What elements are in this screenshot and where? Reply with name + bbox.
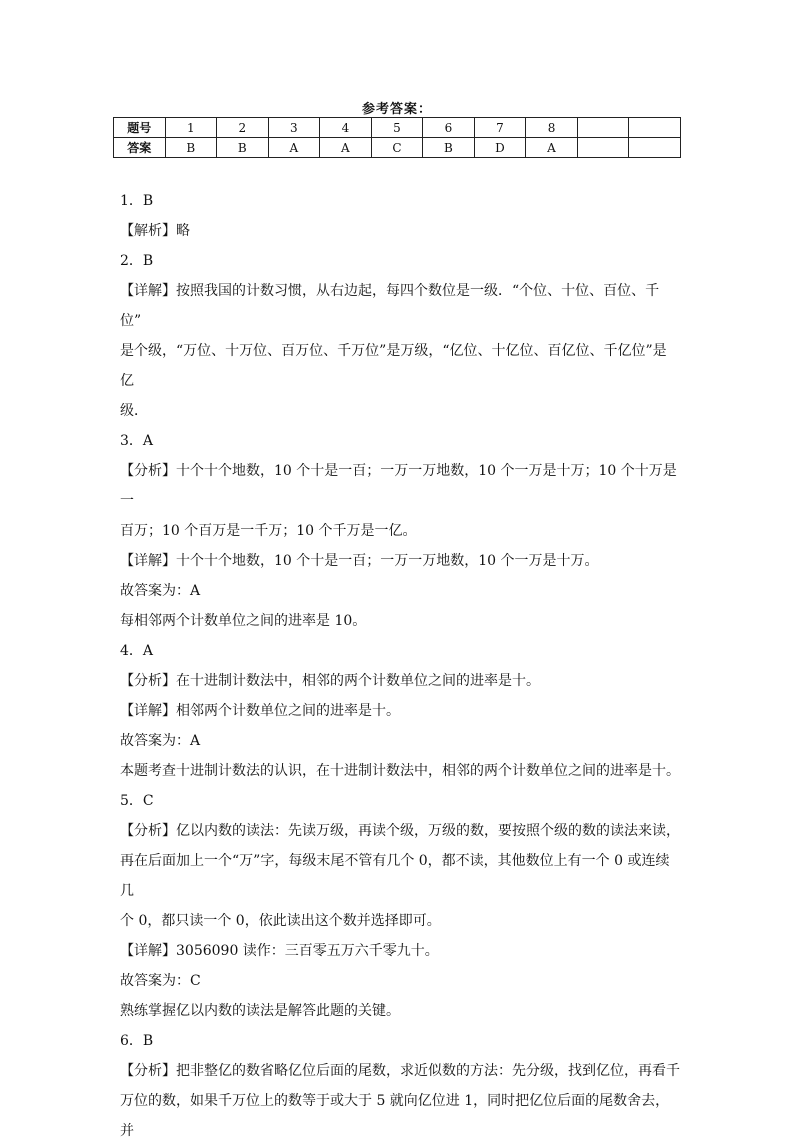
text-line: 3．A xyxy=(120,433,154,449)
text-line: 【分析】十个十个地数，10 个十是一百；一万一万地数，10 个一万是十万；10 个十万是一 xyxy=(120,463,677,509)
text-line: 4．A xyxy=(120,643,154,659)
answer-cell: C xyxy=(371,138,423,158)
text-line: 级． xyxy=(120,403,148,419)
text-line: 【详解】相邻两个计数单位之间的进率是十。 xyxy=(120,703,400,719)
answer-cell: D xyxy=(474,138,526,158)
text-line: 6．B xyxy=(120,1033,154,1049)
question-number-cell: 1 xyxy=(165,118,217,138)
question-number-cell: 8 xyxy=(526,118,578,138)
text-line: 个 0，都只读一个 0，依此读出这个数并选择即可。 xyxy=(120,913,441,929)
answer-cell: B xyxy=(217,138,269,158)
text-line: 【分析】在十进制计数法中，相邻的两个计数单位之间的进率是十。 xyxy=(120,673,540,689)
text-line: 故答案为：C xyxy=(120,973,201,989)
text-line: 是个级，“万位、十万位、百万位、千万位”是万级，“亿位、十亿位、百亿位、千亿位”是亿 xyxy=(120,343,667,389)
answer-label: 答案 xyxy=(114,138,166,158)
text-line: 5．C xyxy=(120,793,154,809)
text-line: 1．B xyxy=(120,193,154,209)
text-line: 【详解】按照我国的计数习惯，从右边起，每四个数位是一级．“个位、十位、百位、千位” xyxy=(120,283,660,329)
answer-cell: B xyxy=(423,138,475,158)
answer-table xyxy=(113,117,681,158)
answer-cell: B xyxy=(165,138,217,158)
question-number-cell: 2 xyxy=(217,118,269,138)
text-line: 【详解】3056090 读作：三百零五万六千零九十。 xyxy=(120,943,439,959)
text-line: 熟练掌握亿以内数的读法是解答此题的关键。 xyxy=(120,1003,400,1019)
text-line: 2．B xyxy=(120,253,154,269)
page-title: 参考答案： xyxy=(361,102,432,117)
question-number-cell: 7 xyxy=(474,118,526,138)
text-line: 故答案为：A xyxy=(120,583,201,599)
answer-row xyxy=(114,138,681,158)
question-number-cell: 6 xyxy=(423,118,475,138)
answer-cell xyxy=(629,138,681,158)
question-number-cell: 5 xyxy=(371,118,423,138)
text-line: 【分析】把非整亿的数省略亿位后面的尾数，求近似数的方法：先分级，找到亿位，再看千 xyxy=(120,1063,680,1079)
question-number-cell xyxy=(577,118,629,138)
text-line: 【分析】亿以内数的读法：先读万级，再读个级，万级的数，要按照个级的数的读法来读， xyxy=(120,823,680,839)
answer-explanations xyxy=(120,186,680,1146)
text-line: 【解析】略 xyxy=(120,223,190,239)
question-number-row xyxy=(114,118,681,138)
text-line: 每相邻两个计数单位之间的进率是 10。 xyxy=(120,613,367,629)
text-line: 故答案为：A xyxy=(120,733,201,749)
answer-cell: A xyxy=(268,138,320,158)
text-line: 【详解】十个十个地数，10 个十是一百；一万一万地数，10 个一万是十万。 xyxy=(120,553,599,569)
text-line: 万位的数，如果千万位上的数等于或大于 5 就向亿位进 1，同时把亿位后面的尾数舍去，并 xyxy=(120,1093,670,1139)
question-number-label: 题号 xyxy=(114,118,166,138)
answer-cell xyxy=(577,138,629,158)
text-line: 再在后面加上一个“万”字，每级末尾不管有几个 0，都不读，其他数位上有一个 0 或连续几 xyxy=(120,853,670,899)
question-number-cell: 3 xyxy=(268,118,320,138)
question-number-cell xyxy=(629,118,681,138)
question-number-cell: 4 xyxy=(320,118,372,138)
answer-cell: A xyxy=(526,138,578,158)
text-line: 本题考查十进制计数法的认识，在十进制计数法中，相邻的两个计数单位之间的进率是十。 xyxy=(120,763,680,779)
text-line: 百万；10 个百万是一千万；10 个千万是一亿。 xyxy=(120,523,417,539)
answer-cell: A xyxy=(320,138,372,158)
